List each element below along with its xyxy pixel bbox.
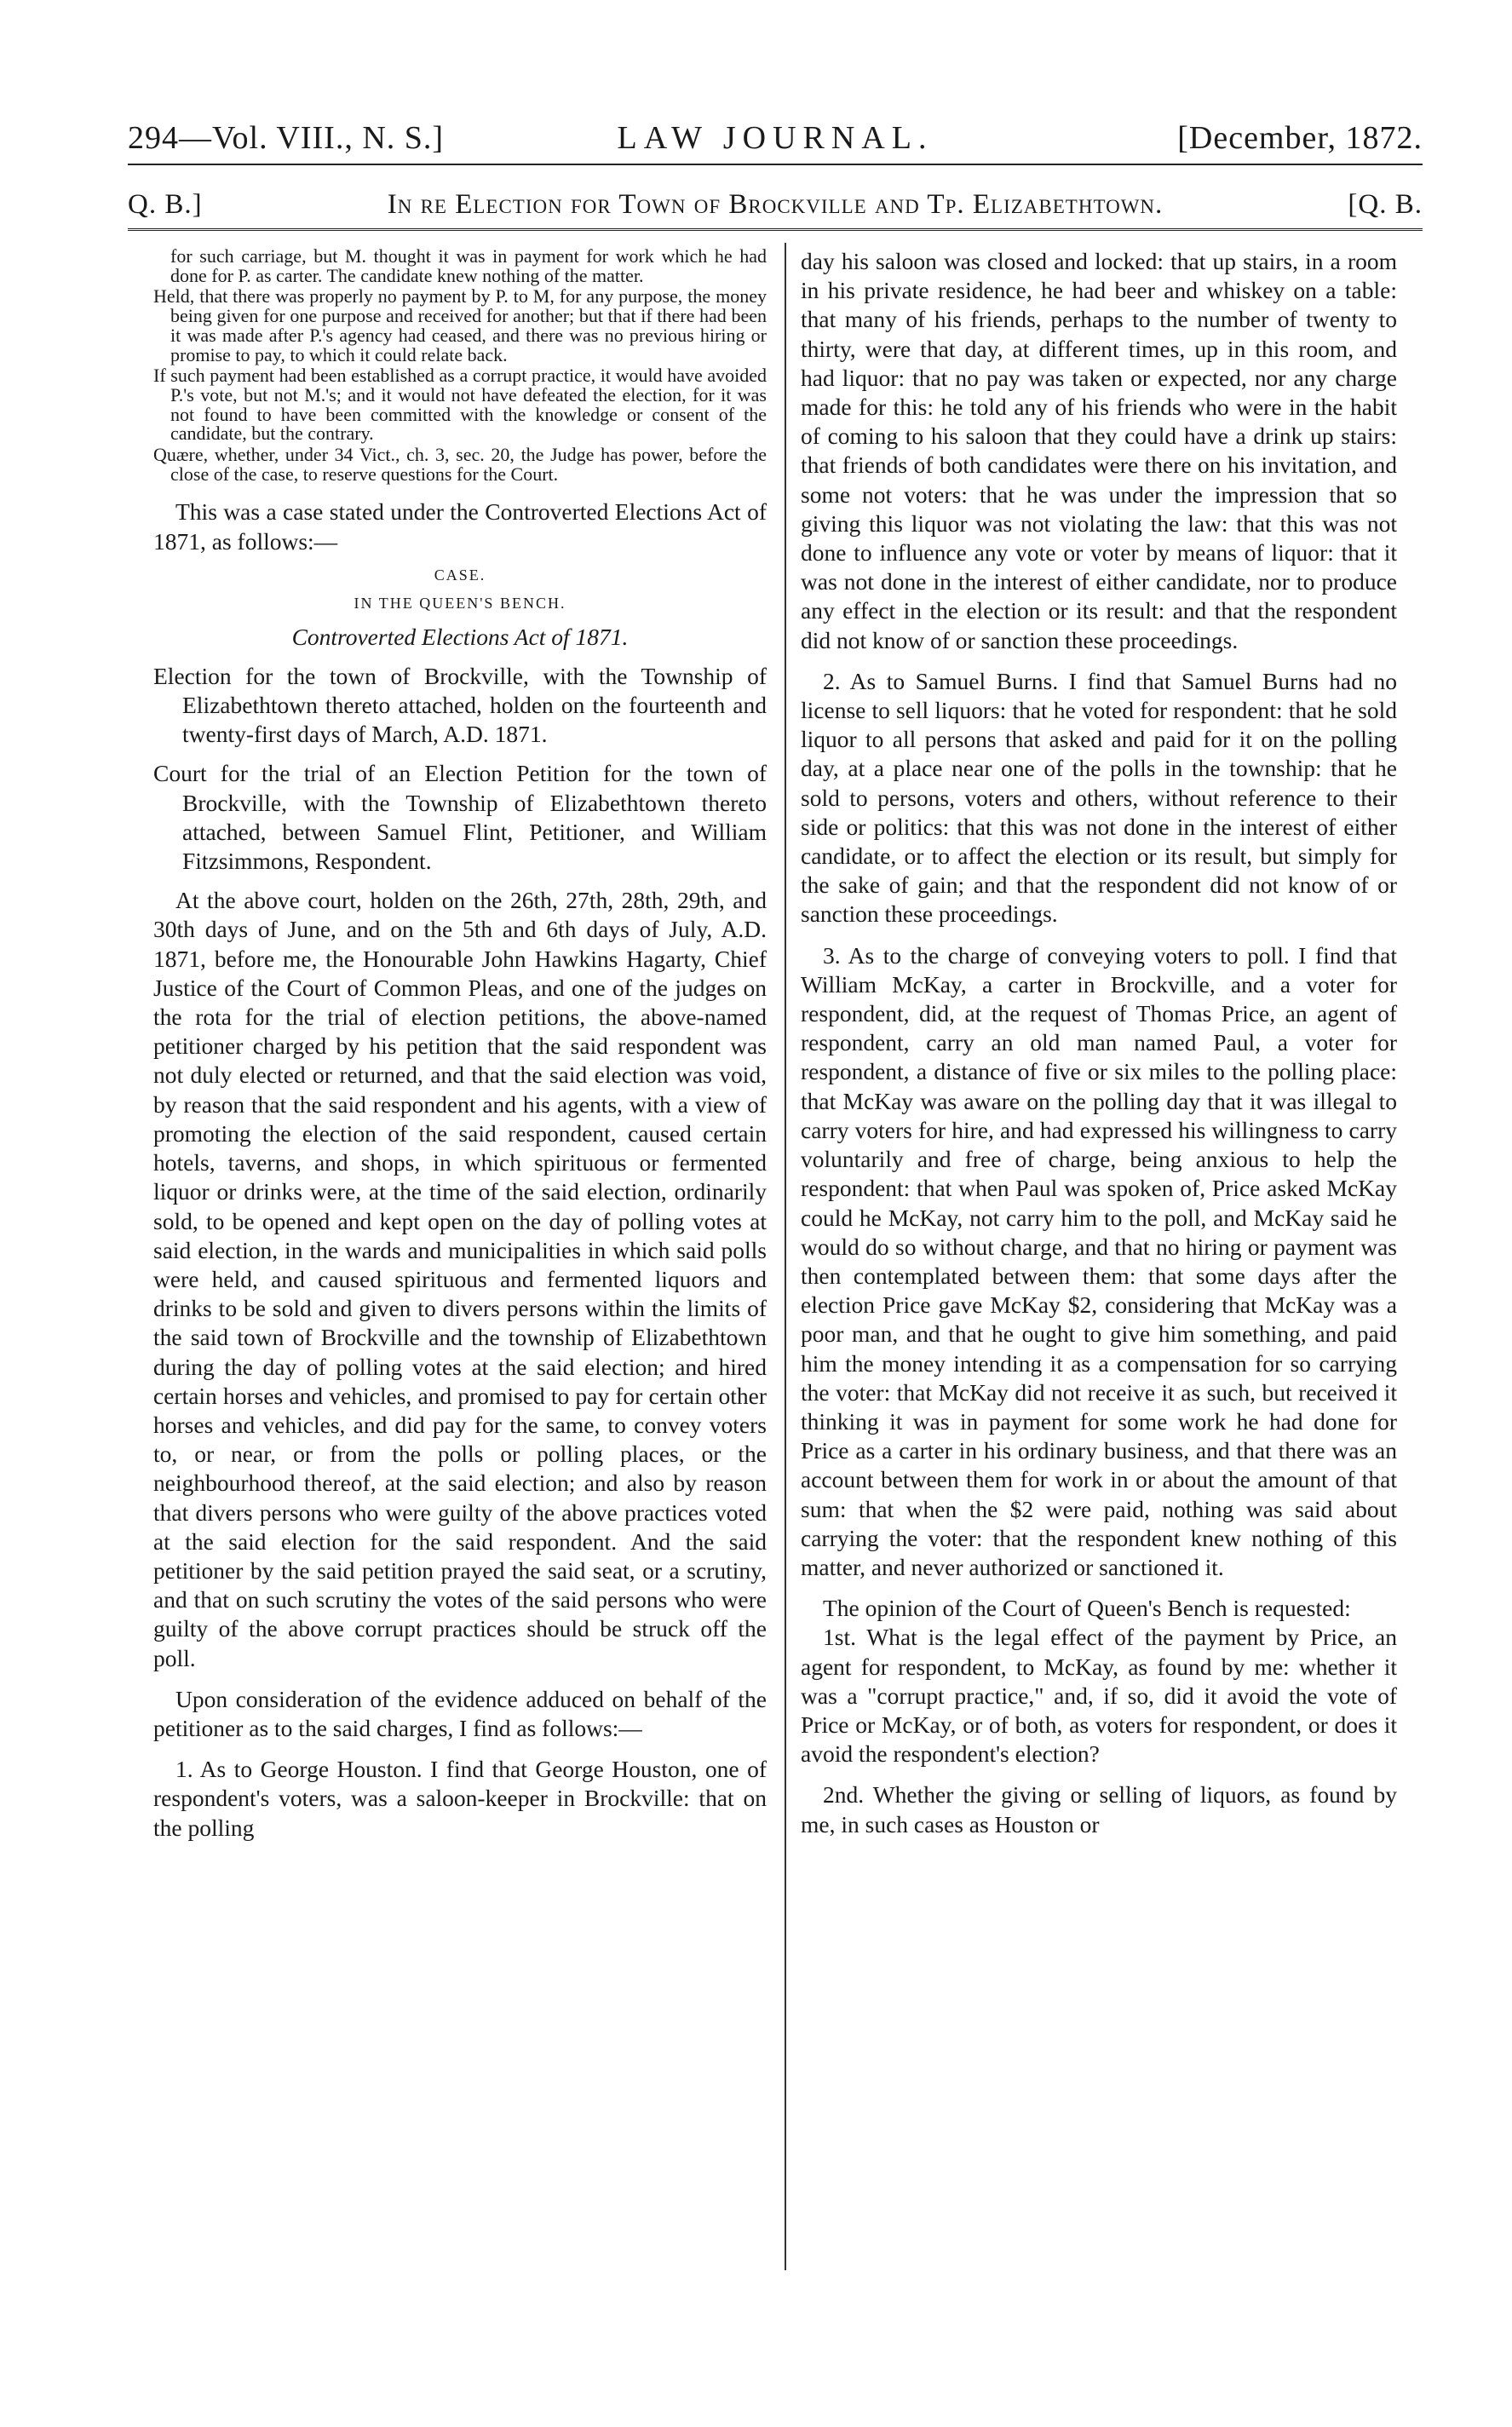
court-label: IN THE QUEEN'S BENCH. — [354, 594, 566, 612]
headnote-paragraph: Held, that there was properly no payment by P. to M, for any purpose, the money being given for one purpose and received for another; but that if there had been it was made after P.'s agency had ceased, and there was no previous hiring or promise to pay, to which it could relate back. — [153, 285, 767, 365]
main-paragraph: At the above court, holden on the 26th, 27th, 28th, 29th, and 30th days of June, and on the 5th and 6th days of July, A.D. 1871, before me, the Honourable John Hawkins Hagarty, Chief Justice of the Court of Common Pleas, and one of the judges on the rota for the trial of election petitions, the above-named petitioner charged by his petition that the said respondent was not duly elected or returned, and that the said election was void, by reason that the said respondent and his agents, with a view of promoting the election of the said respondent, caused certain hotels, taverns, and shops, in which spirituous or fermented liquor or drinks were, at the time of the said election, ordinarily sold, to be opened and kept open on the day of polling votes at said election, in the wards and municipalities in which said polls were held, and caused spirituous and fermented liquors and drinks to be sold and given to divers persons within the limits of the said town of Brockville and the township of Elizabethtown during the day of polling votes at the said election; and hired certain horses and vehicles, and promised to pay for certain other horses and vehicles, and did pay for the same, to convey voters to, or near, or from the polls or polling places, or the neighbourhood thereof, at the said election; and also by reason that divers persons who were guilty of the above practices voted at the said election for the said respondent. And the said petitioner by the said petition prayed the said seat, or a scrutiny, and that on such scrutiny the votes of the said persons who were guilty of the above corrupt practices should be struck off the poll. — [153, 887, 767, 1671]
case-header-rule — [128, 228, 1423, 233]
headnote-paragraph: Quære, whether, under 34 Vict., ch. 3, sec. 20, the Judge has power, before the close of the case, to reserve questions for the Court. — [153, 444, 767, 485]
findings-intro: Upon consideration of the evidence adduced on behalf of the petitioner as to the said charges, I find as follows:— — [153, 1685, 767, 1741]
court-abbrev-left: Q. B.] — [128, 189, 203, 220]
continued-paragraph: day his saloon was closed and locked: that up stairs, in a room in his private residence, he had beer and whiskey on a table: that many of his friends, perhaps to the number of twenty to thirty, were that day, at different times, up in this room, and had liquor: that no pay was taken or expected, nor any charge made for this: he told any of his friends who were in the habit of coming to his saloon that they could have a drink up stairs: that friends of both candidates were there on his invitation, and some not voters: that he was under the impression that so giving this liquor was not violating the law: that this was not done to influence any vote or voter by means of liquor: that it was not done in the interest of either candidate, nor to produce any effect in the election or its result: and that the respondent did not know of or sanction these proceedings. — [801, 248, 1397, 653]
court-paragraph: Court for the trial of an Election Petition for the town of Brockville, with the Township of Elizabethtown thereto attached, between Samuel Flint, Petitioner, and William Fitzsimmons, Respondent. — [153, 760, 767, 875]
journal-title: LAW JOURNAL. — [617, 120, 934, 156]
case-label: CASE. — [434, 566, 486, 584]
opinion-request: The opinion of the Court of Queen's Bench is requested: — [823, 1595, 1351, 1622]
page-reference: 294—Vol. VIII., N. S.] — [128, 120, 445, 156]
intro-paragraph: This was a case stated under the Controverted Elections Act of 1871, as follows:— — [153, 498, 767, 555]
election-paragraph: Election for the town of Brockville, with the Township of Elizabethtown thereto attached, holden on the fourteenth and twenty-first days of March, A.D. 1871. — [153, 662, 767, 748]
court-abbrev-right: [Q. B. — [1348, 189, 1423, 220]
case-header — [128, 189, 1423, 227]
question-1: 1st. What is the legal effect of the payment by Price, an agent for respondent, to McKay, as found by me: whether it was a "corrupt practice," and, if so, did it avoid the vote of Price or McKay, or of both, as voters for respondent, or does it avoid the respondent's election? — [801, 1624, 1397, 1768]
finding-item-2: 2. As to Samuel Burns. I find that Samuel Burns had no license to sell liquors: that he voted for respondent: that he sold liquor to all persons that asked and paid for it on the polling day, at a place near one of the polls in the township: that he sold to persons, voters and others, without reference to their side or politics: that this was not done in the interest of either candidate, or to affect the election or its result, but simply for the sake of gain; and that the respondent did not know of or sanction these proceedings. — [801, 667, 1397, 928]
left-column — [153, 247, 767, 1843]
case-title: In re Election for Town of Brockville and Tp. Elizabethtown. — [387, 189, 1164, 220]
headnote-paragraph: If such payment had been established as a corrupt practice, it would have avoided P.'s vote, but not M.'s; and it would not have defeated the election, for it was not found to have been committed with the knowledge or consent of the candidate, but the contrary. — [153, 365, 767, 445]
finding-item-3: 3. As to the charge of conveying voters to poll. I find that William McKay, a carter in Brockville, and a voter for respondent, did, at the request of Thomas Price, an agent of respondent, carry an old man named Paul, a voter for respondent, a distance of five or six miles to the polling place: that McKay was aware on the polling day that it was illegal to carry voters for hire, and had expressed his willingness to carry voluntarily and free of charge, being anxious to help the respondent: that when Paul was spoken of, Price asked McKay could he McKay, not carry him to the poll, and McKay said he would do so without charge, and that no hiring or payment was then contemplated between them: that some days after the election Price gave McKay $2, considering that McKay was a poor man, and that he ought to give him something, and paid him the money intending it as a compensation for so carrying the voter: that McKay did not receive it as such, but received it thinking it was in payment for some work he had done for Price as a carter in his ordinary business, and that there was an account between them for work in or about the amount of that sum: that when the $2 were paid, nothing was said about carrying the voter: that the respondent knew nothing of this matter, and never authorized or sanctioned it. — [801, 941, 1397, 1580]
right-column — [801, 247, 1397, 1839]
question-2: 2nd. Whether the giving or selling of liquors, as found by me, in such cases as Houston or — [801, 1781, 1397, 1838]
running-head — [128, 119, 1423, 170]
issue-date: [December, 1872. — [1177, 120, 1423, 156]
headnote-paragraph: for such carriage, but M. thought it was in payment for work which he had done for P. as carter. The candidate knew nothing of the matter. — [170, 245, 767, 286]
header-rule — [128, 164, 1423, 165]
act-title: Controverted Elections Act of 1871. — [291, 623, 629, 650]
column-divider — [785, 243, 786, 2270]
finding-item-1: 1. As to George Houston. I find that George Houston, one of respondent's voters, was a saloon-keeper in Brockville: that on the polling — [153, 1756, 767, 1841]
